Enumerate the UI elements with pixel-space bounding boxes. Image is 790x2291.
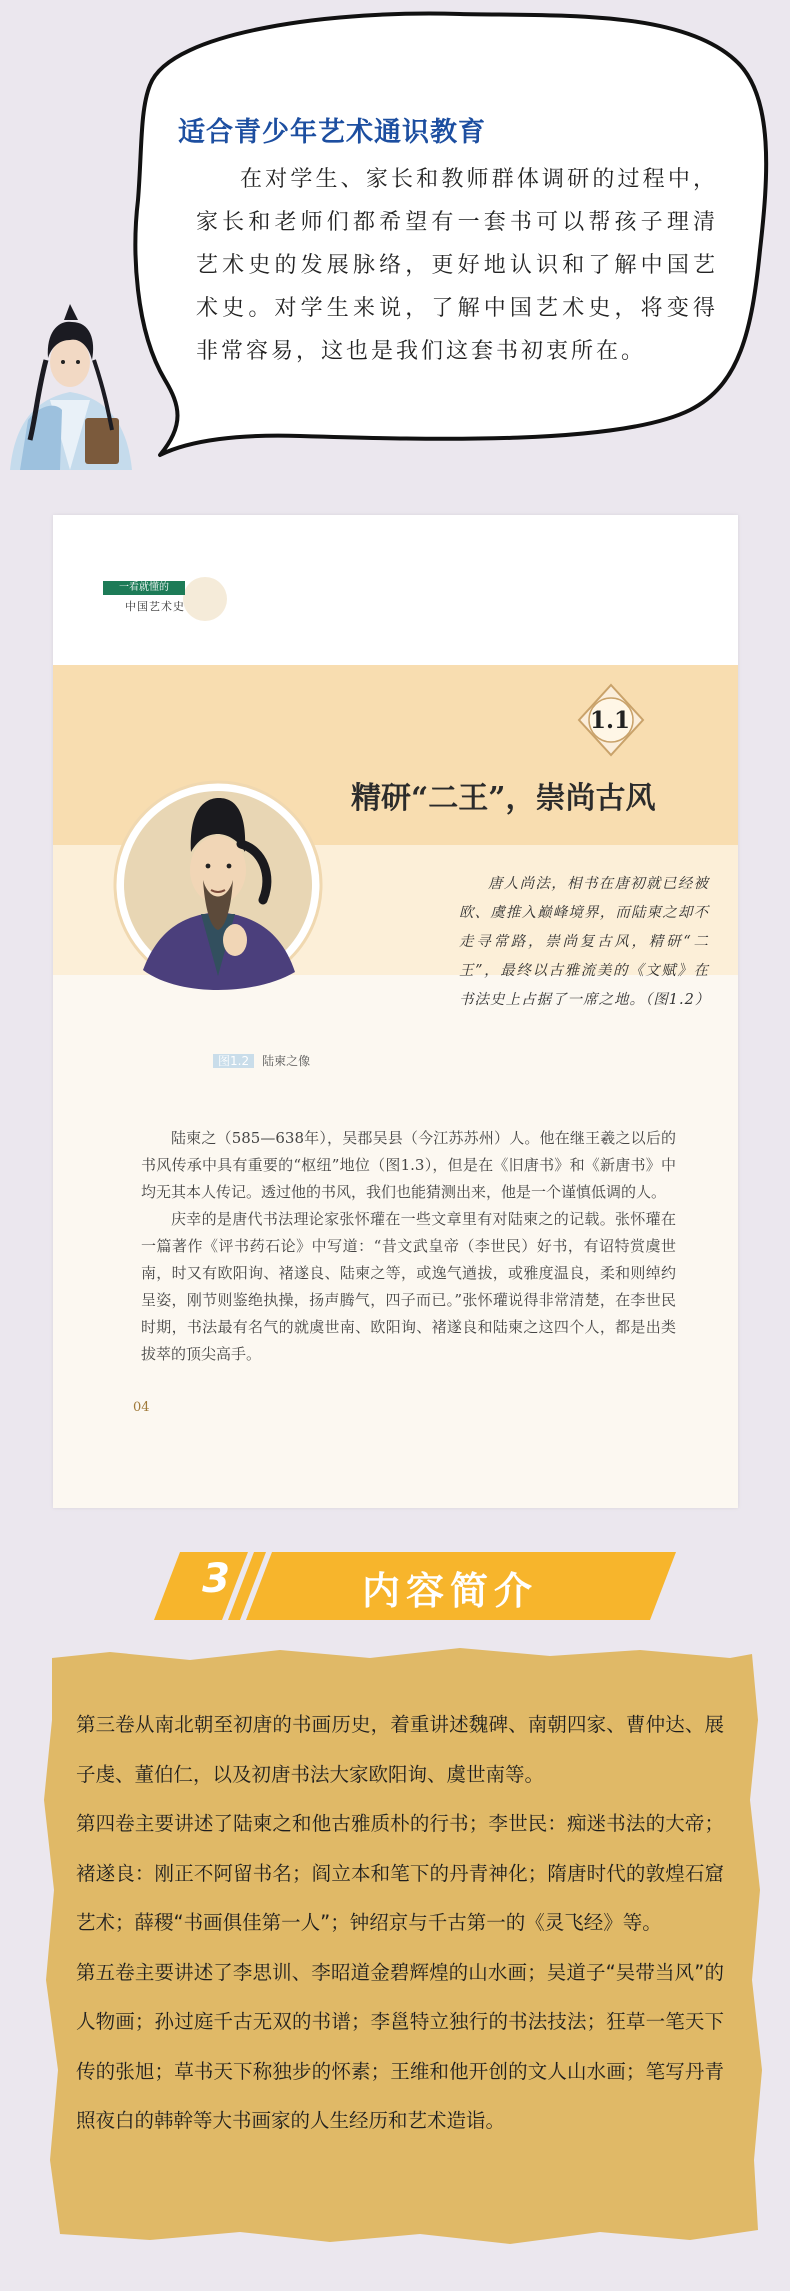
- series-subtitle: 中国艺术史: [125, 600, 185, 613]
- moon-icon: [183, 577, 227, 621]
- summary-paragraph: 第四卷主要讲述了陆柬之和他古雅质朴的行书；李世民：痴迷书法的大帝；褚遂良：刚正不阿留书名；阎立本和笔下的丹青神化；隋唐时代的敦煌石窟艺术；薛稷“书画俱佳第一人”；钟绍京与千古第一的《灵飞经》等。: [76, 1812, 724, 1934]
- series-logo: 一看就懂的: [103, 581, 185, 595]
- banner-title: 内容简介: [361, 1569, 538, 1613]
- book-paragraph: 庆幸的是唐代书法理论家张怀瓘在一些文章里有对陆柬之的记载。张怀瓘在一篇著作《评书药石论》中写道：“昔文武皇帝（李世民）好书，有诏特赏虞世南，时又有欧阳询、褚遂良、陆柬之等，或逸气遒拔，或雅度温良，柔和则绰约呈姿，刚节则鉴绝执操，扬声腾气，四子而已。”张怀瓘说得非常清楚，在李世民时期，书法最有名气的就虞世南、欧阳询、褚遂良和陆柬之这四个人，都是出类拔萃的顶尖高手。: [141, 1210, 676, 1363]
- summary-text: [76, 1700, 724, 2146]
- scholar-illustration: [0, 300, 140, 470]
- summary-paragraph: 第五卷主要讲述了李思训、李昭道金碧辉煌的山水画；吴道子“吴带当风”的人物画；孙过庭千古无双的书谱；李邕特立独行的书法技法；狂草一笔天下传的张旭；草书天下称独步的怀素；王维和他开创的文人山水画；笔写丹青照夜白的韩幹等大书画家的人生经历和艺术造诣。: [76, 1960, 724, 2132]
- page-number: 04: [133, 1400, 150, 1415]
- summary-paragraph: 第三卷从南北朝至初唐的书画历史，着重讲述魏碑、南朝四家、曹仲达、展子虔、董伯仁，以及初唐书法大家欧阳询、虞世南等。: [76, 1713, 724, 1786]
- section-quote: 唐人尚法，相书在唐初就已经被欧、虞推入巅峰境界，而陆柬之却不走寻常路，崇尚复古风，精研“二王”，最终以古雅流美的《文赋》在书法史上占据了一席之地。（图1.2）: [459, 876, 711, 1008]
- book-paragraph: 陆柬之（585—638年），吴郡吴县（今江苏苏州）人。他在继王羲之以后的书风传承中具有重要的“枢纽”地位（图1.3），但是在《旧唐书》和《新唐书》中均无其本人传记。透过他的书风，我们也能猜测出来，他是一个谨慎低调的人。: [141, 1129, 676, 1201]
- book-body-text: [141, 1125, 676, 1368]
- section-number: 1.1: [589, 706, 630, 734]
- figure-tag: 图1.2: [213, 1054, 254, 1068]
- intro-title: 适合青少年艺术通识教育: [178, 117, 486, 148]
- book-page-preview: [53, 515, 738, 1508]
- figure-caption-text: 陆柬之像: [262, 1054, 311, 1068]
- section-title: 精研“二王”，崇尚古风: [351, 781, 656, 816]
- figure-caption: [213, 1052, 310, 1069]
- banner-number: 3: [202, 1556, 230, 1602]
- intro-body: 在对学生、家长和教师群体调研的过程中，家长和老师们都希望有一套书可以帮孩子理清艺术史的发展脉络，更好地认识和了解中国艺术史。对学生来说，了解中国艺术史，将变得非常容易，这也是我们这套书初衷所在。: [196, 167, 718, 364]
- lu-jianzhi-portrait: [113, 780, 323, 990]
